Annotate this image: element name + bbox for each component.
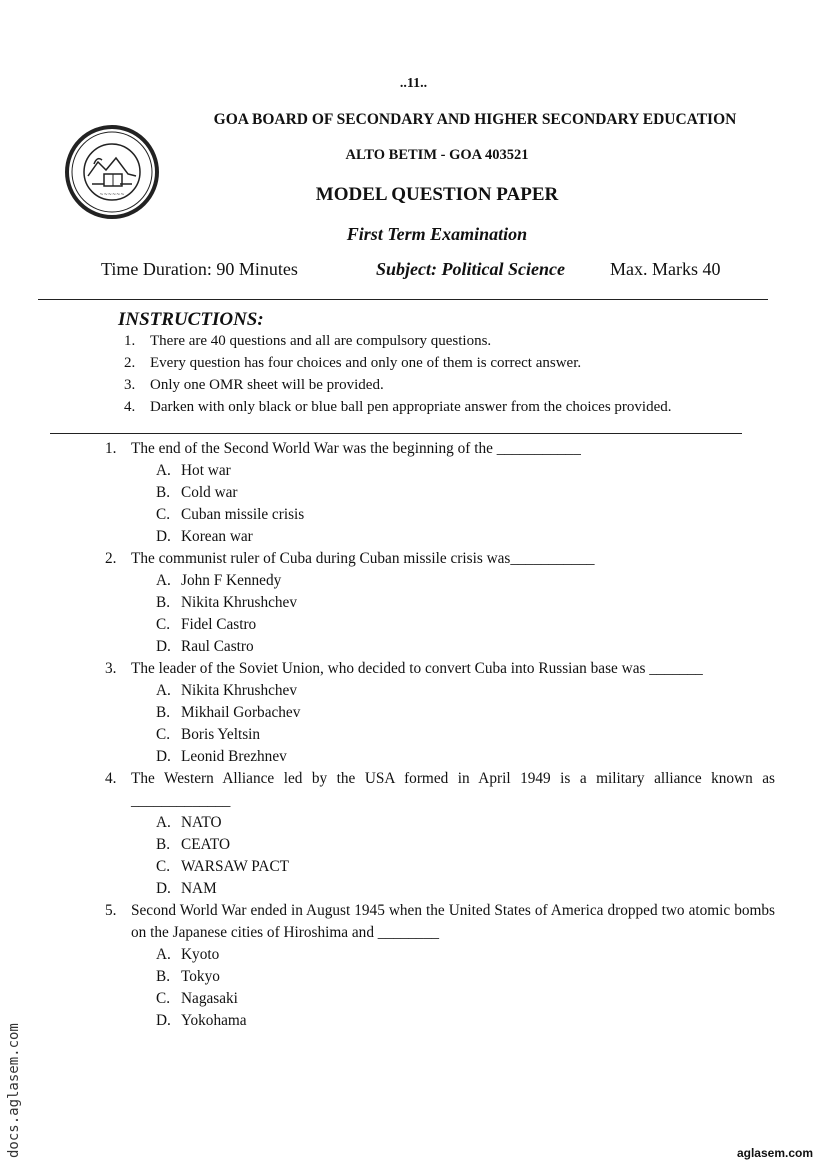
- instruction-item: 1. There are 40 questions and all are compulsory questions.: [124, 333, 492, 349]
- answer-option: B. CEATO: [156, 836, 231, 853]
- watermark: docs.aglasem.com: [6, 1023, 22, 1158]
- board-address: ALTO BETIM - GOA 403521: [345, 147, 529, 163]
- divider: [38, 299, 768, 300]
- max-marks: Max. Marks 40: [610, 259, 721, 279]
- board-name: GOA BOARD OF SECONDARY AND HIGHER SECONDARY EDUCATION: [213, 111, 737, 128]
- answer-option: D. Korean war: [156, 528, 253, 545]
- question-list: [105, 438, 775, 1032]
- answer-option: B. Mikhail Gorbachev: [156, 704, 301, 721]
- question: 5. Second World War ended in August 1945 when the United States of America dropped two atomic bombs on the Japanese cities of Hiroshima and ________: [105, 902, 775, 941]
- instructions-heading: INSTRUCTIONS:: [118, 309, 264, 330]
- answer-option: D. Leonid Brezhnev: [156, 748, 287, 765]
- answer-option: A. John F Kennedy: [156, 572, 282, 589]
- answer-option: D. Raul Castro: [156, 638, 254, 655]
- page-number: ..11..: [399, 76, 428, 91]
- answer-option: B. Tokyo: [156, 968, 220, 985]
- answer-option: A. Kyoto: [156, 946, 220, 963]
- question: 1. The end of the Second World War was the beginning of the ___________: [105, 440, 581, 457]
- answer-option: D. Yokohama: [156, 1012, 247, 1029]
- question: 3. The leader of the Soviet Union, who decided to convert Cuba into Russian base was _______: [105, 660, 703, 677]
- svg-text:~~~~~~: ~~~~~~: [99, 192, 125, 198]
- brand-footer: aglasem.com: [736, 1146, 813, 1160]
- answer-option: C. Nagasaki: [156, 990, 238, 1007]
- answer-option: D. NAM: [156, 880, 217, 897]
- board-seal-icon: [64, 124, 160, 220]
- question: 2. The communist ruler of Cuba during Cuban missile crisis was___________: [105, 550, 595, 567]
- answer-option: B. Cold war: [156, 484, 238, 501]
- answer-option: C. Cuban missile crisis: [156, 506, 305, 523]
- time-duration: Time Duration: 90 Minutes: [101, 259, 298, 279]
- subject: Subject: Political Science: [376, 259, 565, 279]
- instruction-item: 3. Only one OMR sheet will be provided.: [124, 377, 384, 393]
- answer-option: A. Hot war: [156, 462, 231, 479]
- question: 4. The Western Alliance led by the USA formed in April 1949 is a military alliance known as _____________: [105, 770, 775, 809]
- answer-option: C. WARSAW PACT: [156, 858, 290, 875]
- answer-option: C. Fidel Castro: [156, 616, 257, 633]
- exam-name: First Term Examination: [346, 224, 528, 244]
- divider: [50, 433, 742, 434]
- answer-option: A. Nikita Khrushchev: [156, 682, 297, 699]
- answer-option: A. NATO: [156, 814, 222, 831]
- instruction-item: 4. Darken with only black or blue ball pen appropriate answer from the choices provided.: [124, 399, 672, 415]
- paper-title: MODEL QUESTION PAPER: [315, 184, 559, 205]
- answer-option: C. Boris Yeltsin: [156, 726, 261, 743]
- instruction-item: 2. Every question has four choices and only one of them is correct answer.: [124, 355, 582, 371]
- instructions-list: [124, 331, 764, 419]
- answer-option: B. Nikita Khrushchev: [156, 594, 297, 611]
